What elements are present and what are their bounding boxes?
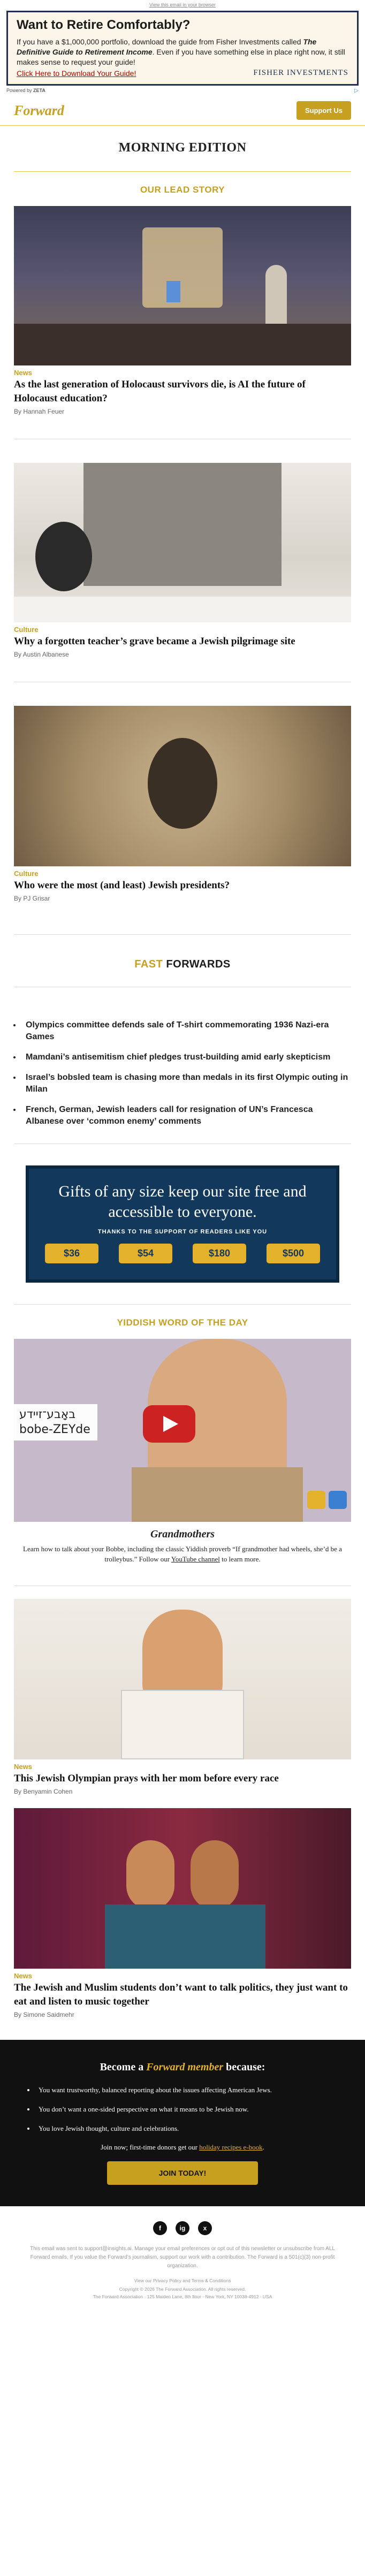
membership-block: [0, 2040, 365, 2206]
instagram-icon[interactable]: ig: [176, 2221, 189, 2235]
fast-forward-item[interactable]: • French, German, Jewish leaders call for resignation of UN’s Francesca Albanese over ‘common enemy’ comments: [21, 1104, 351, 1127]
story-title[interactable]: This Jewish Olympian prays with her mom before every race: [14, 1773, 279, 1784]
fast-forwards-title: FAST FORWARDS: [134, 958, 231, 970]
yiddish-caption: [21, 1528, 344, 1564]
preheader: [0, 0, 365, 11]
play-button-icon[interactable]: [143, 1405, 195, 1443]
forward-badge-icon: [307, 1491, 325, 1509]
story-byline: By Simone Saidmehr: [14, 2011, 74, 2018]
story-byline: By Hannah Feuer: [14, 408, 65, 415]
facebook-icon[interactable]: f: [153, 2221, 167, 2235]
zeta-logo: ZETA: [33, 88, 45, 93]
story-image[interactable]: [14, 1808, 351, 1969]
donate-54-button[interactable]: $54: [119, 1244, 172, 1263]
yiddish-word-overlay: באָבע־זיידע bobe-ZEYde: [14, 1404, 97, 1441]
story-card[interactable]: [14, 1599, 351, 1795]
story-title[interactable]: Why a forgotten teacher’s grave became a Jewish pilgrimage site: [14, 636, 295, 647]
donate-500-button[interactable]: $500: [267, 1244, 320, 1263]
donate-box: [26, 1165, 339, 1283]
story-image[interactable]: [14, 1599, 351, 1759]
fast-forwards-list: [21, 1019, 351, 1127]
story-category[interactable]: News: [14, 369, 32, 377]
view-in-browser-link[interactable]: View this email in your browser: [149, 2, 216, 7]
adchoices-icon[interactable]: ▷: [354, 88, 359, 94]
footer-copyright: Copyright © 2026 The Forward Association. All rights reserved.: [119, 2287, 246, 2292]
ad-download-link[interactable]: Click Here to Download Your Guide!: [17, 69, 136, 78]
story-category[interactable]: Culture: [14, 626, 39, 634]
ad-body: If you have a $1,000,000 portfolio, download the guide from Fisher Investments called The Definitive Guide to Retirement Income. Even if you have something else in place right now, it still makes sense to request your guide!: [17, 37, 345, 66]
story-image[interactable]: [14, 206, 351, 365]
story-image[interactable]: [14, 463, 351, 622]
membership-reason: • You want trustworthy, balanced reporting about the issues affecting American Jews.: [35, 2085, 340, 2095]
membership-title: Become a Forward member because:: [100, 2061, 265, 2073]
donate-180-button[interactable]: $180: [193, 1244, 246, 1263]
footer-preferences[interactable]: This email was sent to support@insights.ai. Manage your email preferences or opt out of this newsletter or unsubscribe from ALL Forward emails. If you value the Forward’s journalism, support our work with a contribution. The Forward is a 501(c)(3) non-profit organization.: [30, 2246, 335, 2269]
story-byline: By Austin Albanese: [14, 651, 69, 658]
ad-box[interactable]: [6, 11, 359, 86]
yiddish-video[interactable]: [14, 1339, 351, 1522]
yiddish-title: Grandmothers: [150, 1528, 215, 1540]
story-title[interactable]: As the last generation of Holocaust survivors die, is AI the future of Holocaust education?: [14, 379, 306, 404]
ad-book-title: The Definitive Guide to Retirement Income: [17, 37, 317, 56]
donate-title: Gifts of any size keep our site free and accessible to everyone.: [58, 1183, 307, 1221]
membership-note: Join now; first-time donors get our holiday recipes e-book.: [101, 2143, 264, 2151]
story-card[interactable]: [14, 706, 351, 902]
story-title[interactable]: Who were the most (and least) Jewish presidents?: [14, 880, 230, 891]
story-card[interactable]: [14, 1808, 351, 2018]
donate-36-button[interactable]: $36: [45, 1244, 98, 1263]
story-byline: By Benyamin Cohen: [14, 1788, 73, 1795]
ad-title: Want to Retire Comfortably?: [17, 18, 191, 32]
social-links: [0, 2206, 365, 2245]
donate-subtitle: THANKS TO THE SUPPORT OF READERS LIKE YOU: [97, 1229, 268, 1235]
divider: [14, 934, 351, 935]
edition-title: MORNING EDITION: [14, 126, 351, 172]
yiddish-section-title: YIDDISH WORD OF THE DAY: [117, 1317, 248, 1328]
join-today-button[interactable]: JOIN TODAY!: [107, 2161, 258, 2185]
fast-forward-item[interactable]: • Mamdani’s antisemitism chief pledges trust-building amid early skepticism: [21, 1051, 351, 1063]
recipes-ebook-link[interactable]: holiday recipes e-book: [199, 2143, 263, 2151]
lead-section-title: OUR LEAD STORY: [140, 185, 225, 195]
x-icon[interactable]: x: [198, 2221, 212, 2235]
save-badge-icon: [329, 1491, 347, 1509]
story-card[interactable]: [14, 463, 351, 658]
fast-forward-item[interactable]: • Israel’s bobsled team is chasing more than medals in its first Olympic outing in Milan: [21, 1072, 351, 1095]
yiddish-text: Learn how to talk about your Bobbe, including the classic Yiddish proverb “If grandmother had wheels, she’d be a trolleybus.” Follow our YouTube channel to learn more.: [23, 1545, 342, 1563]
forward-logo[interactable]: Forward: [14, 102, 64, 118]
membership-reason: • You love Jewish thought, culture and celebrations.: [35, 2124, 340, 2133]
story-image[interactable]: [14, 706, 351, 866]
header: [0, 96, 365, 126]
donate-amounts: [45, 1244, 320, 1263]
story-title[interactable]: The Jewish and Muslim students don’t want to talk politics, they just want to eat and listen to music together: [14, 1982, 348, 2007]
story-category[interactable]: Culture: [14, 870, 39, 878]
fast-forward-item[interactable]: • Olympics committee defends sale of T-shirt commemorating 1936 Nazi-era Games: [21, 1019, 351, 1043]
footer-address: The Forward Association · 125 Maiden Lane, 8th floor · New York, NY 10038-4912 · USA: [93, 2294, 272, 2299]
story-card[interactable]: [14, 206, 351, 415]
ad-choice-bar: Powered by ZETA ▷: [6, 88, 359, 94]
story-byline: By PJ Grisar: [14, 895, 50, 902]
youtube-channel-link[interactable]: YouTube channel: [171, 1555, 220, 1563]
membership-reasons: [35, 2085, 340, 2133]
footer: [0, 2245, 365, 2300]
story-category[interactable]: News: [14, 1763, 32, 1771]
support-us-button[interactable]: Support Us: [296, 101, 351, 120]
story-category[interactable]: News: [14, 1972, 32, 1980]
membership-reason: • You don’t want a one-sided perspective on what it means to be Jewish now.: [35, 2105, 340, 2114]
ad-brand-logo: FISHER INVESTMENTS: [253, 68, 348, 77]
footer-policy[interactable]: View our Privacy Policy and Terms & Conditions: [134, 2278, 231, 2283]
